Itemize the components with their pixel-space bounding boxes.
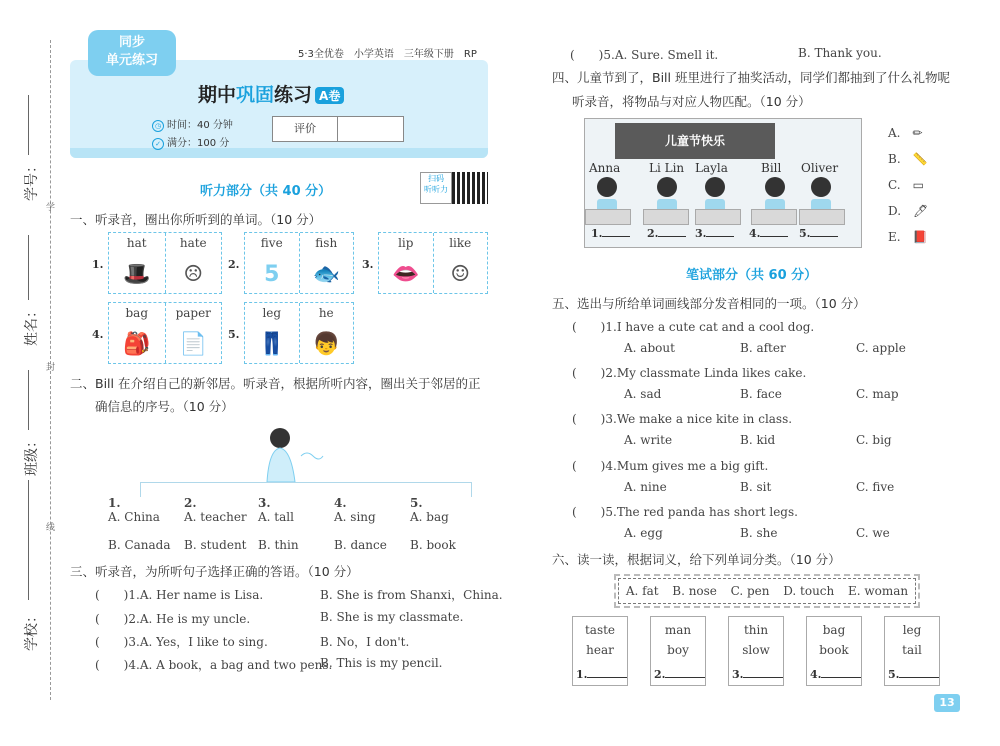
num[interactable]: ( )5. — [570, 48, 615, 62]
q3-item-5 — [570, 46, 718, 63]
q2-title-line2: 确信息的序号。（10 分） — [95, 399, 234, 414]
right-page — [500, 0, 1000, 746]
q2-option-2 — [184, 496, 247, 552]
eval-field[interactable] — [338, 117, 403, 141]
choice-a: A. sad — [624, 387, 662, 401]
student-id-line — [28, 95, 29, 155]
word: leg — [262, 306, 282, 320]
score-text: 满分：100 分 — [167, 138, 230, 149]
answer-blank-3[interactable]: 3. — [695, 227, 734, 240]
q1-item-1 — [108, 232, 222, 294]
q5-item-4 — [572, 457, 768, 474]
name-bill: Bill — [761, 161, 782, 175]
badge-line1: 同步 — [118, 35, 145, 50]
choice-a: A. Her name is Lisa. — [139, 588, 264, 602]
legs-icon: 👖 — [258, 332, 286, 357]
mark-xian: 线 — [46, 523, 56, 533]
hat-icon: 🎩 — [123, 262, 151, 287]
word: five — [260, 236, 283, 250]
sad-face-icon: ☹ — [183, 262, 204, 287]
q3-title: 三、听录音，为所听句子选择正确的答语。（10 分） — [70, 564, 359, 579]
choice-bag[interactable] — [109, 303, 165, 363]
name-anna: Anna — [589, 161, 621, 175]
choice-c: C. we — [856, 526, 890, 540]
choice-a: A. A book，a bag and two pens. — [139, 658, 333, 672]
answer-blank-2[interactable]: 2. — [647, 227, 686, 240]
q3-item-2 — [95, 610, 250, 627]
bank-word: B. nose — [672, 584, 717, 598]
choice-b: B. She is from Shanxi，China. — [320, 588, 503, 602]
word: hat — [126, 236, 147, 250]
category-card-3: thin slow — [728, 616, 784, 686]
name-layla: Layla — [695, 161, 728, 175]
fish-icon: 🐟 — [312, 262, 340, 287]
num: 1. — [108, 496, 121, 510]
choice-b[interactable]: B. student — [184, 538, 247, 552]
student-id-label: 学号： — [24, 159, 40, 201]
q2-title-line1: 二、Bill 在介绍自己的新邻居。听录音，根据所听内容，圈出关于邻居的正 — [70, 376, 481, 391]
q2-option-5 — [410, 496, 456, 552]
q1-item-num: 4. — [92, 328, 104, 341]
q3-item-4 — [95, 656, 332, 673]
writing-title: 笔试部分（共 60 分） — [686, 268, 818, 283]
choice-like[interactable] — [433, 233, 488, 293]
choice-fish[interactable] — [299, 233, 354, 293]
card-answer-3[interactable]: 3. — [732, 668, 783, 681]
num: 3. — [258, 496, 271, 510]
choice-a: A. Yes，I like to sing. — [139, 635, 268, 649]
q5-item-2 — [572, 364, 806, 381]
title-part-a: 期中 — [198, 84, 237, 106]
num[interactable]: ( )2. — [95, 612, 140, 626]
school-label: 学校： — [24, 609, 40, 651]
choice-b[interactable]: B. book — [410, 538, 456, 552]
q1-item-5 — [244, 302, 354, 364]
num: 2. — [184, 496, 197, 510]
classroom-scene — [584, 118, 862, 248]
card-answer-4[interactable]: 4. — [810, 668, 861, 681]
title-highlight: 巩固 — [236, 84, 275, 106]
choice-a: A. nine — [624, 480, 667, 494]
choice-a: A. egg — [624, 526, 663, 540]
time-info — [152, 116, 233, 132]
choice-hate[interactable] — [165, 233, 222, 293]
word: he — [318, 306, 334, 320]
word: paper — [175, 306, 211, 320]
choice-hat[interactable] — [109, 233, 165, 293]
mark-feng: 封 — [46, 363, 56, 373]
gift-e: E. 📕 — [888, 230, 928, 244]
q5-title: 五、选出与所给单词画线部分发音相同的一项。（10 分） — [552, 296, 866, 311]
lips-icon: 👄 — [392, 262, 420, 287]
q2-option-3 — [258, 496, 299, 552]
answer-blank-5[interactable]: 5. — [799, 227, 838, 240]
q5-item-3 — [572, 410, 792, 427]
choice-lip[interactable] — [379, 233, 433, 293]
choice-c: C. apple — [856, 341, 906, 355]
choice-c: C. map — [856, 387, 899, 401]
card-answer-2[interactable]: 2. — [654, 668, 705, 681]
book-icon: 📕 — [912, 230, 928, 244]
choice-b: B. This is my pencil. — [320, 656, 443, 670]
eval-label: 评价 — [273, 117, 338, 141]
score-info — [152, 134, 229, 150]
answer-blank-1[interactable]: 1. — [591, 227, 630, 240]
choice-a[interactable]: A. teacher — [184, 510, 247, 524]
qr-code-icon[interactable] — [452, 172, 488, 204]
q1-item-2 — [244, 232, 354, 294]
number-five-icon: 5 — [264, 262, 280, 287]
bank-word: D. touch — [783, 584, 835, 598]
bank-word: A. fat — [625, 584, 659, 598]
name-label: 姓名： — [24, 304, 40, 346]
choice-five[interactable] — [245, 233, 299, 293]
category-card-1: taste hear — [572, 616, 628, 686]
choice-b: B. No，I don't. — [320, 635, 410, 649]
choice-b: B. after — [740, 341, 786, 355]
choice-a[interactable]: A. tall — [258, 510, 294, 524]
num[interactable]: ( )3. — [572, 412, 617, 426]
class-label: 班级： — [24, 434, 40, 476]
num[interactable]: ( )4. — [95, 658, 140, 672]
paper-icon: 📄 — [179, 332, 207, 357]
blackboard: 儿童节快乐 — [615, 123, 775, 159]
q5-item-5 — [572, 503, 798, 520]
q6-title: 六、读一读，根据词义，给下列单词分类。（10 分） — [552, 552, 841, 567]
choice-paper[interactable] — [165, 303, 222, 363]
choice-b: B. Thank you. — [798, 46, 882, 60]
q1-item-num: 1. — [92, 258, 104, 271]
q4-title-line2: 听录音，将物品与对应人物匹配。（10 分） — [572, 94, 811, 109]
sentence: Mum gives me a big gift. — [616, 459, 769, 473]
choice-he[interactable] — [299, 303, 354, 363]
num: 4. — [334, 496, 347, 510]
q3-item-1 — [95, 586, 263, 603]
eraser-icon: ▭ — [912, 178, 924, 192]
choice-b[interactable]: B. Canada — [108, 538, 171, 552]
q1-title: 一、听录音，圈出你所听到的单词。（10 分） — [70, 212, 322, 227]
choice-a[interactable]: A. China — [108, 510, 160, 524]
time-text: 时间：40 分钟 — [167, 120, 233, 131]
num[interactable]: ( )2. — [572, 366, 617, 380]
choice-b: B. sit — [740, 480, 772, 494]
ruler-icon: 📏 — [912, 152, 928, 166]
name-li-lin: Li Lin — [649, 161, 685, 175]
boy-icon: 👦 — [312, 332, 340, 357]
choice-leg[interactable] — [245, 303, 299, 363]
school-line — [28, 480, 29, 600]
q3-item-3 — [95, 633, 268, 650]
listening-title: 听力部分（共 40 分） — [200, 184, 332, 199]
name-oliver: Oliver — [801, 161, 839, 175]
scan-label — [420, 172, 452, 204]
smile-face-icon: ☺ — [450, 262, 471, 287]
gift-a: A. ✏ — [888, 126, 923, 140]
choice-b[interactable]: B. thin — [258, 538, 299, 552]
word: bag — [125, 306, 149, 320]
num[interactable]: ( )4. — [572, 459, 617, 473]
sentence: The red panda has short legs. — [616, 505, 798, 519]
class-line — [28, 370, 29, 430]
title-part-b: 练习 — [274, 84, 313, 106]
sentence: I have a cute cat and a cool dog. — [616, 320, 815, 334]
unit-badge — [88, 30, 176, 76]
header-banner-bar — [70, 148, 488, 158]
choice-a[interactable]: A. bag — [410, 510, 449, 524]
binding-strip — [0, 0, 70, 746]
desk — [751, 209, 797, 225]
backpack-icon: 🎒 — [123, 332, 151, 357]
scan-line2: 听听力 — [424, 185, 448, 194]
mark-xue: 学 — [46, 203, 56, 213]
q1-item-num: 2. — [228, 258, 240, 271]
choice-b: B. face — [740, 387, 782, 401]
q1-item-3 — [378, 232, 488, 294]
sentence: We make a nice kite in class. — [616, 412, 793, 426]
q1-item-num: 5. — [228, 328, 240, 341]
volume-tag: A卷 — [315, 87, 344, 104]
clock-icon: ◷ — [152, 120, 164, 132]
answer-blank-4[interactable]: 4. — [749, 227, 788, 240]
choice-b[interactable]: B. dance — [334, 538, 387, 552]
sentence: My classmate Linda likes cake. — [616, 366, 807, 380]
pencil-icon: ✏ — [912, 126, 923, 140]
gift-d: D. 🖊 — [888, 204, 929, 218]
choice-c: C. five — [856, 480, 895, 494]
name-line — [28, 235, 29, 300]
word: hate — [179, 236, 207, 250]
word: fish — [315, 236, 338, 250]
category-card-2: man boy — [650, 616, 706, 686]
desk — [695, 209, 741, 225]
series-info: 5·3全优卷 小学英语 三年级下册 RP — [298, 49, 477, 60]
q2-option-4 — [334, 496, 387, 552]
scan-line1: 扫码 — [428, 174, 444, 183]
num[interactable]: ( )3. — [95, 635, 140, 649]
q1-item-4 — [108, 302, 222, 364]
card-answer-5[interactable]: 5. — [888, 668, 939, 681]
gift-c: C. ▭ — [888, 178, 924, 192]
word: like — [449, 236, 472, 250]
category-card-4: bag book — [806, 616, 862, 686]
choice-a: A. about — [624, 341, 675, 355]
category-card-5: leg tail — [884, 616, 940, 686]
options-bracket — [140, 482, 472, 497]
choice-c: C. big — [856, 433, 892, 447]
choice-b: B. she — [740, 526, 778, 540]
num[interactable]: ( )5. — [572, 505, 617, 519]
badge-line2: 单元练习 — [105, 53, 158, 68]
choice-a[interactable]: A. sing — [334, 510, 376, 524]
pen-icon: 🖊 — [913, 204, 929, 218]
q4-title-line1: 四、儿童节到了，Bill 班里进行了抽奖活动，同学们都抽到了什么礼物呢 — [552, 70, 950, 85]
check-icon: ✓ — [152, 138, 164, 150]
choice-b: B. kid — [740, 433, 776, 447]
page-title — [198, 80, 344, 107]
bank-word: C. pen — [730, 584, 770, 598]
choice-a: A. He is my uncle. — [139, 612, 251, 626]
q1-item-num: 3. — [362, 258, 374, 271]
word-bank — [618, 578, 916, 604]
word: lip — [398, 236, 414, 250]
desk — [643, 209, 689, 225]
num[interactable]: ( )1. — [95, 588, 140, 602]
desk — [799, 209, 845, 225]
choice-a: A. Sure. Smell it. — [614, 48, 719, 62]
neighbor-woman-icon — [255, 422, 325, 482]
q5-item-1 — [572, 318, 814, 335]
evaluation-box — [272, 116, 404, 142]
page-number: 13 — [934, 694, 960, 712]
gift-b: B. 📏 — [888, 152, 928, 166]
bank-word: E. woman — [847, 584, 909, 598]
desk — [585, 209, 631, 225]
choice-b: B. She is my classmate. — [320, 610, 464, 624]
choice-a: A. write — [624, 433, 673, 447]
num: 5. — [410, 496, 423, 510]
card-answer-1[interactable]: 1. — [576, 668, 627, 681]
q2-option-1 — [108, 496, 171, 552]
num[interactable]: ( )1. — [572, 320, 617, 334]
